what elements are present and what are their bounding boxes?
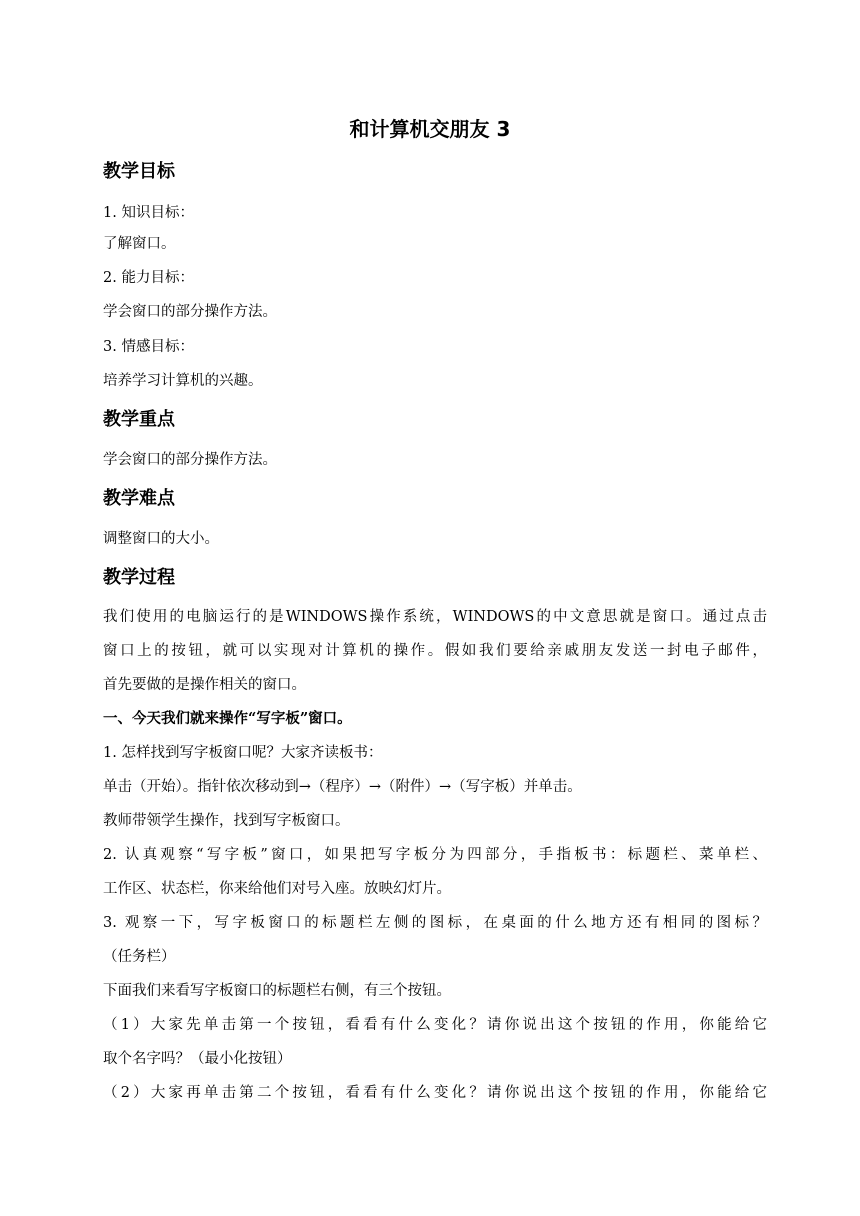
process-line: 首先要做的是操作相关的窗口。 [103,677,306,693]
process-line: （2）大家再单击第二个按钮，看看有什么变化？请你说出这个按钮的作用，你能给它 [103,1085,767,1101]
goal-line: 培养学习计算机的兴趣。 [103,373,263,389]
process-line: 教师带领学生操作，找到写字板窗口。 [103,813,350,829]
goal-line: 2. 能力目标： [103,270,194,286]
section-heading-difficulties: 教学难点 [103,488,175,509]
process-line: 单击（开始）。指针依次移动到→（程序）→（附件）→（写字板）并单击。 [103,779,582,795]
goal-line: 学会窗口的部分操作方法。 [103,304,277,320]
process-line: 3. 观察一下，写字板窗口的标题栏左侧的图标，在桌面的什么地方还有相同的图标？ [103,915,767,931]
process-line: 工作区、状态栏，你来给他们对号入座。放映幻灯片。 [103,881,451,897]
process-line: 下面我们来看写字板窗口的标题栏右侧，有三个按钮。 [103,983,451,999]
process-line: 我们使用的电脑运行的是WINDOWS操作系统，WINDOWS的中文意思就是窗口。通过点击 [103,609,767,625]
process-line: 1. 怎样找到写字板窗口呢？大家齐读板书： [103,745,383,761]
process-subheading: 一、今天我们就来操作“写字板”窗口。 [103,710,352,727]
goal-line: 1. 知识目标： [103,205,194,221]
section-heading-goals: 教学目标 [103,161,175,182]
document-title: 和计算机交朋友 3 [349,117,511,141]
process-line: 取个名字吗？（最小化按钮） [103,1051,292,1067]
process-line: （1）大家先单击第一个按钮，看看有什么变化？请你说出这个按钮的作用，你能给它 [103,1017,767,1033]
process-line: （任务栏） [103,949,176,965]
key-point-line: 学会窗口的部分操作方法。 [103,452,277,468]
process-line: 窗口上的按钮，就可以实现对计算机的操作。假如我们要给亲戚朋友发送一封电子邮件， [103,643,767,659]
goal-line: 了解窗口。 [103,236,176,252]
section-heading-process: 教学过程 [103,567,175,588]
process-line: 2. 认真观察“写字板”窗口，如果把写字板分为四部分，手指板书：标题栏、菜单栏、 [103,847,767,863]
goal-line: 3. 情感目标： [103,339,194,355]
section-heading-key-points: 教学重点 [103,409,175,430]
difficulty-line: 调整窗口的大小。 [103,531,219,547]
